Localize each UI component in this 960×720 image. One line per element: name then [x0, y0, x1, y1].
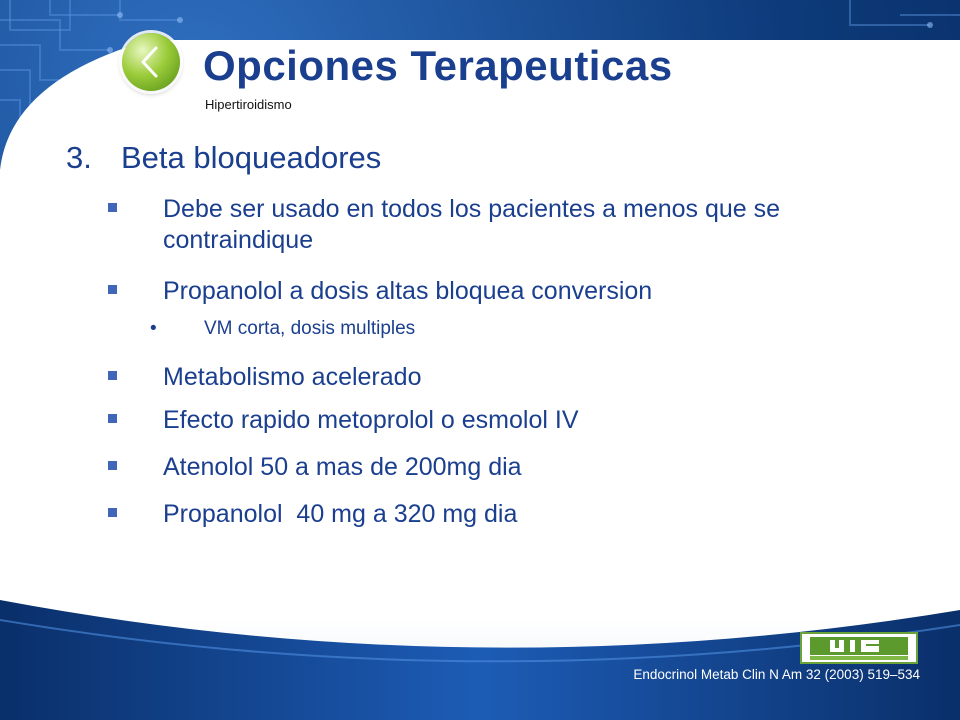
- chevron-left-icon: [122, 33, 180, 91]
- back-nav-button[interactable]: [122, 33, 180, 91]
- slide-title: Opciones Terapeuticas: [203, 42, 673, 89]
- bullet-item: [108, 499, 928, 530]
- sub-bullet-text: VM corta, dosis multiples: [204, 318, 416, 339]
- round-bullet-icon: •: [150, 318, 157, 339]
- uis-logo: [800, 632, 918, 664]
- heading-number: 3.: [66, 140, 92, 175]
- bullet-item: [108, 452, 928, 483]
- bullet-item: [108, 194, 928, 256]
- bullet-text: Debe ser usado en todos los pacientes a menos que se contraindique: [163, 195, 781, 254]
- square-bullet-icon: [108, 508, 117, 517]
- square-bullet-icon: [108, 371, 117, 380]
- bullet-text: Efecto rapido metoprolol o esmolol IV: [163, 406, 579, 434]
- sub-bullet-item: [150, 318, 415, 340]
- slide-subtitle: Hipertiroidismo: [205, 97, 292, 112]
- uis-logo-mark: [802, 634, 916, 662]
- square-bullet-icon: [108, 461, 117, 470]
- bullet-text: Atenolol 50 a mas de 200mg dia: [163, 453, 522, 481]
- bullet-item: [108, 276, 928, 307]
- bullet-text: Metabolismo acelerado: [163, 363, 422, 391]
- heading-text: Beta bloqueadores: [121, 140, 382, 175]
- bullet-item: [108, 405, 928, 436]
- square-bullet-icon: [108, 285, 117, 294]
- square-bullet-icon: [108, 414, 117, 423]
- bullet-text: Propanolol a dosis altas bloquea conversion: [163, 277, 653, 305]
- square-bullet-icon: [108, 203, 117, 212]
- bullet-text: Propanolol 40 mg a 320 mg dia: [163, 500, 518, 528]
- section-heading: [66, 140, 381, 176]
- citation: Endocrinol Metab Clin N Am 32 (2003) 519–534: [633, 667, 920, 682]
- bullet-item: [108, 362, 928, 393]
